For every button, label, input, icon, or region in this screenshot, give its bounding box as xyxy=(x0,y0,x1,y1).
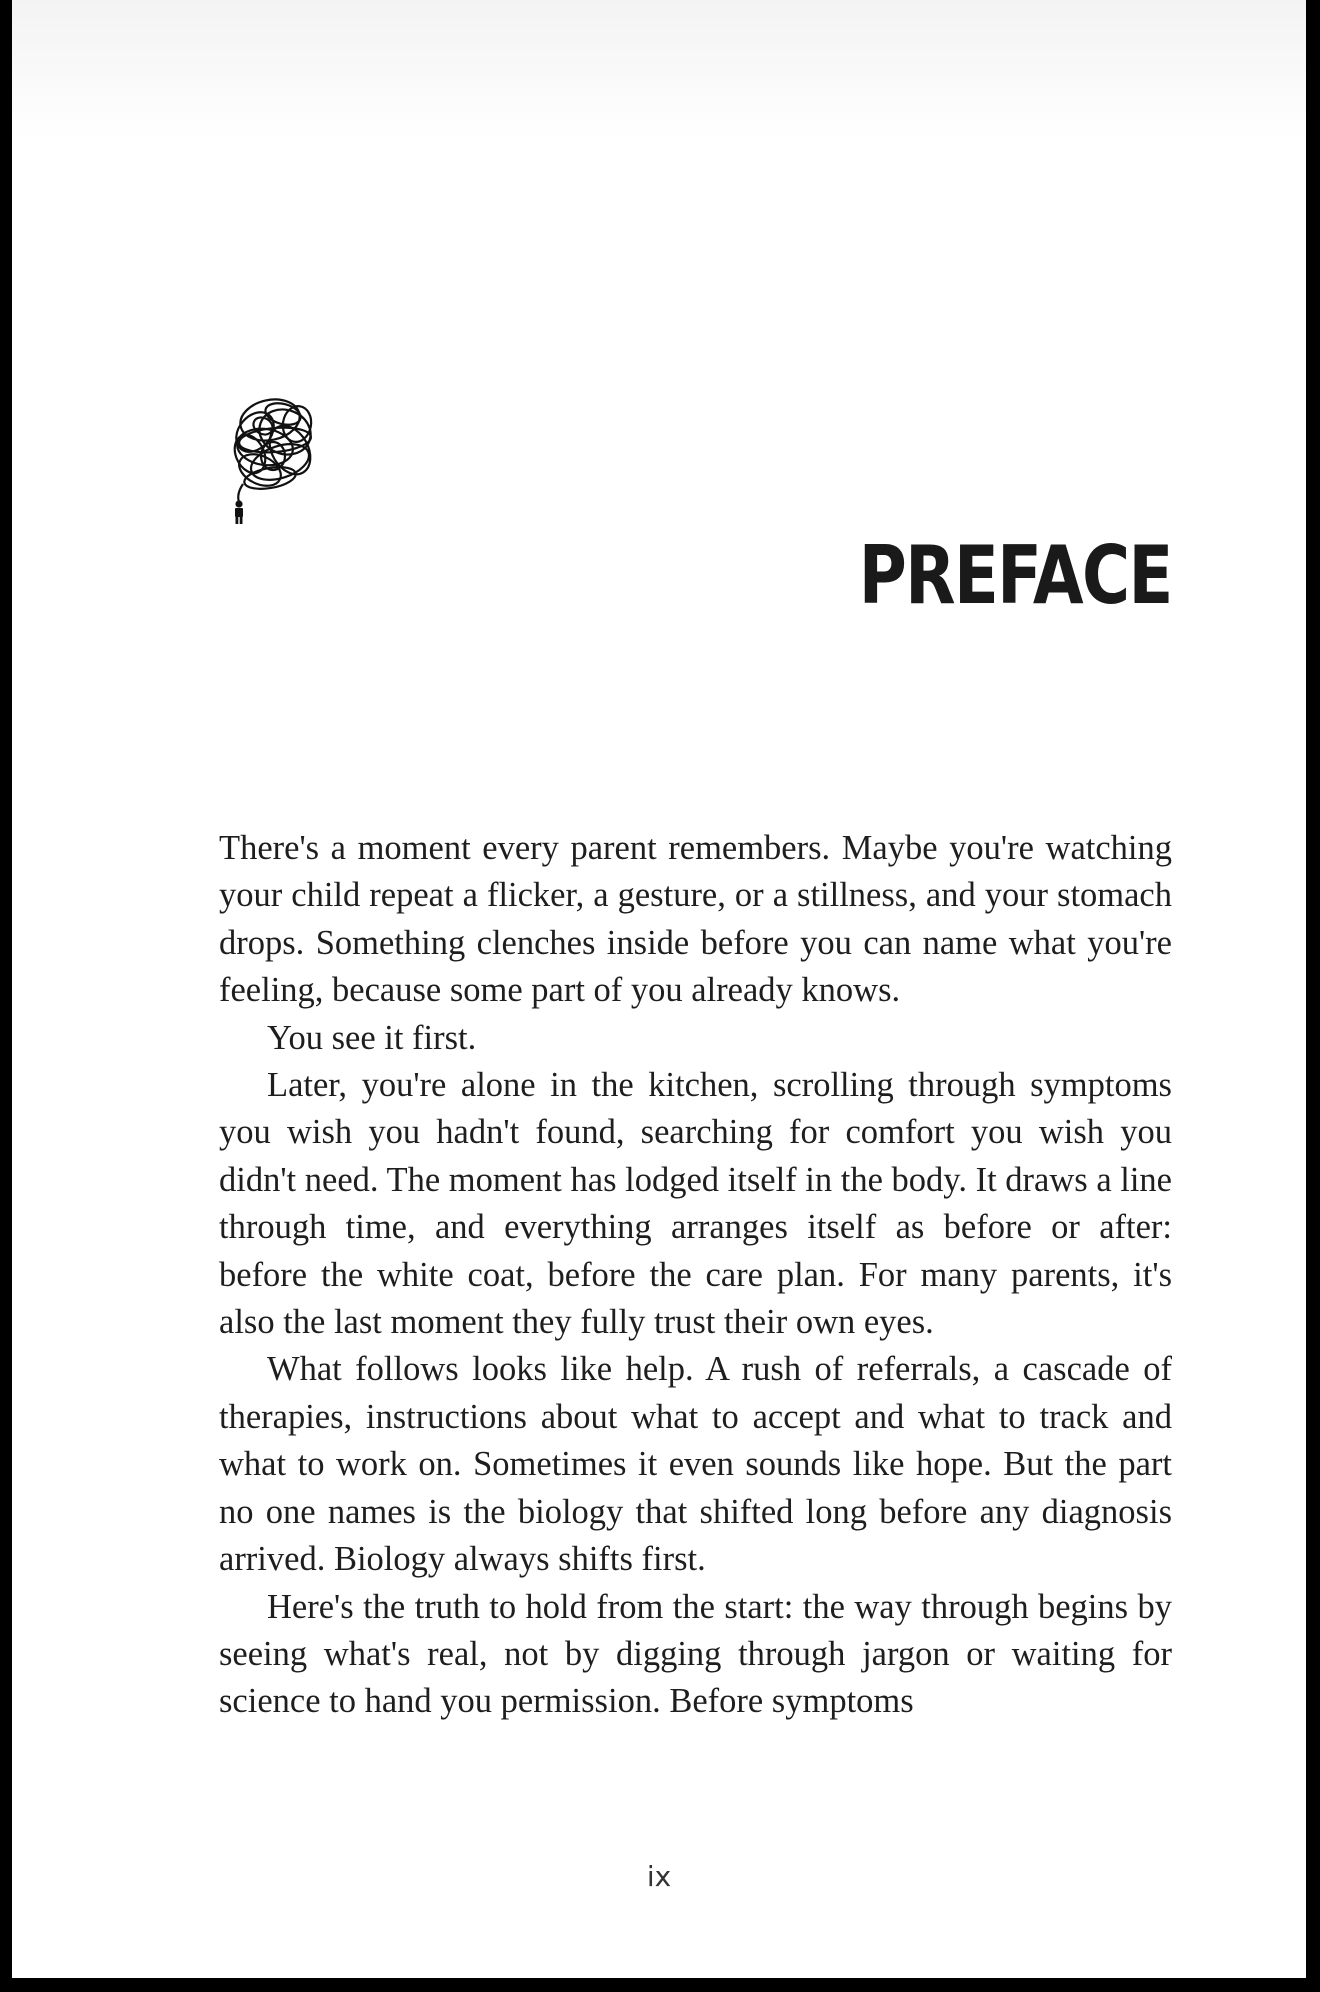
paragraph: Later, you're alone in the kitchen, scrolling through symptoms you wish you hadn't found, searching for comfort you wish you didn't need. The moment has lodged itself in the body. It draws a line through time, and everything arranges itself as before or after: before the white coat, before the care plan. For many parents, it's also the last moment they fully trust their own eyes. xyxy=(219,1066,1172,1342)
page-top-shadow xyxy=(12,0,1306,140)
chapter-title: PREFACE xyxy=(859,529,1172,622)
paragraph: There's a moment every parent remembers. Maybe you're watching your child repeat a flicker, a gesture, or a stillness, and your stomach drops. Something clenches inside before you can name what you're feeling, because some part of you already knows. xyxy=(219,829,1172,1010)
tangled-scribble-with-figure-icon xyxy=(225,392,335,526)
paragraph: You see it first. xyxy=(267,1018,477,1057)
book-page xyxy=(12,0,1306,1978)
paragraph: What follows looks like help. A rush of referrals, a cascade of therapies, instructions about what to accept and what to track and what to work on. Sometimes it even sounds like hope. But the part no one names is the biology that shifted long before any diagnosis arrived. Biology always shifts first. xyxy=(219,1350,1172,1579)
body-text xyxy=(219,825,1172,1726)
page-number: ix xyxy=(646,1860,672,1893)
paragraph: Here's the truth to hold from the start: the way through begins by seeing what's real, not by digging through jargon or waiting for science to hand you permission. Before symptoms xyxy=(219,1587,1172,1721)
